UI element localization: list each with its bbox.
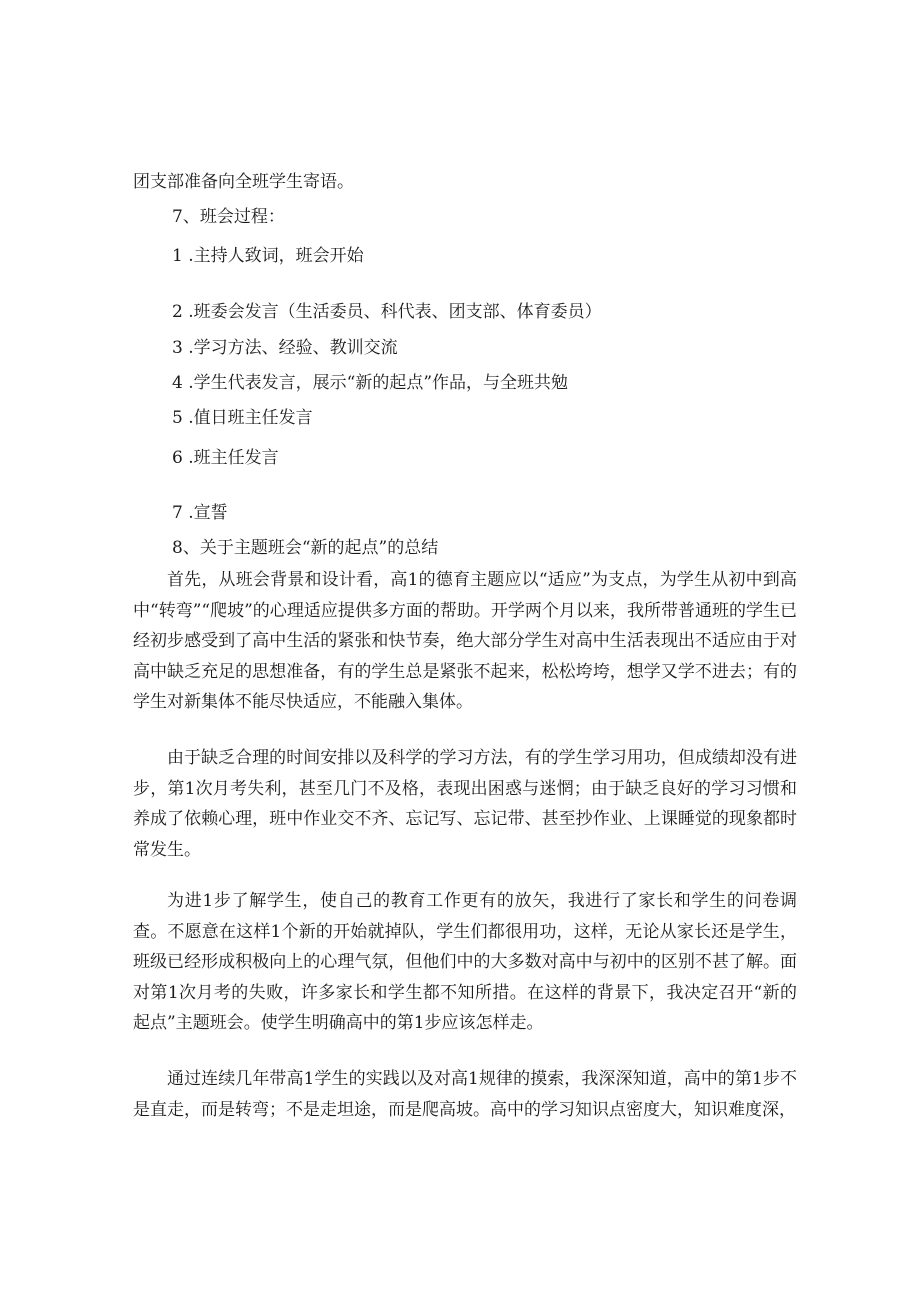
summary-paragraph-4: 通过连续几年带高1学生的实践以及对高1规律的摸索，我深深知道，高中的第1步不是直走，而是转弯；不是走坦途，而是爬高坡。高中的学习知识点密度大，知识难度深， [133,1069,797,1120]
section-8-heading: 8、关于主题班会“新的起点”的总结 [172,538,439,558]
step-6: 6 .班主任发言 [172,448,279,468]
step-1: 1 .主持人致词，班会开始 [172,246,364,266]
summary-paragraph-3: 为进1步了解学生，使自己的教育工作更有的放矢，我进行了家长和学生的问卷调查。不愿意在这样1个新的开始就掉队，学生们都很用功，这样，无论从家长还是学生，班级已经形成积极向上的心理气氛，但他们中的大多数对高中与初中的区别不甚了解。面对第1次月考的失败，许多家长和学生都不知所措。在这样的背景下，我决定召开“新的起点”主题班会。使学生明确高中的第1步应该怎样走。 [133,891,797,1033]
step-3: 3 .学习方法、经验、教训交流 [172,338,398,358]
intro-line: 团支部准备向全班学生寄语。 [133,172,354,192]
step-4: 4 .学生代表发言，展示“新的起点”作品，与全班共勉 [172,373,569,393]
section-7-heading: 7、班会过程： [172,207,285,227]
summary-paragraph-2: 由于缺乏合理的时间安排以及科学的学习方法，有的学生学习用功，但成绩却没有进步，第1次月考失利，甚至几门不及格，表现出困惑与迷惘；由于缺乏良好的学习习惯和养成了依赖心理，班中作业交不齐、忘记写、忘记带、甚至抄作业、上课睡觉的现象都时常发生。 [133,748,797,860]
step-2: 2 .班委会发言（生活委员、科代表、团支部、体育委员） [172,302,602,322]
step-7: 7 .宣誓 [172,503,228,523]
step-5: 5 .值日班主任发言 [172,408,313,428]
summary-paragraph-1: 首先，从班会背景和设计看，高1的德育主题应以“适应”为支点，为学生从初中到高中“转弯”“爬坡”的心理适应提供多方面的帮助。开学两个月以来，我所带普通班的学生已经初步感受到了高中生活的紧张和快节奏，绝大部分学生对高中生活表现出不适应由于对高中缺乏充足的思想准备，有的学生总是紧张不起来，松松垮垮，想学又学不进去；有的学生对新集体不能尽快适应，不能融入集体。 [133,570,797,712]
